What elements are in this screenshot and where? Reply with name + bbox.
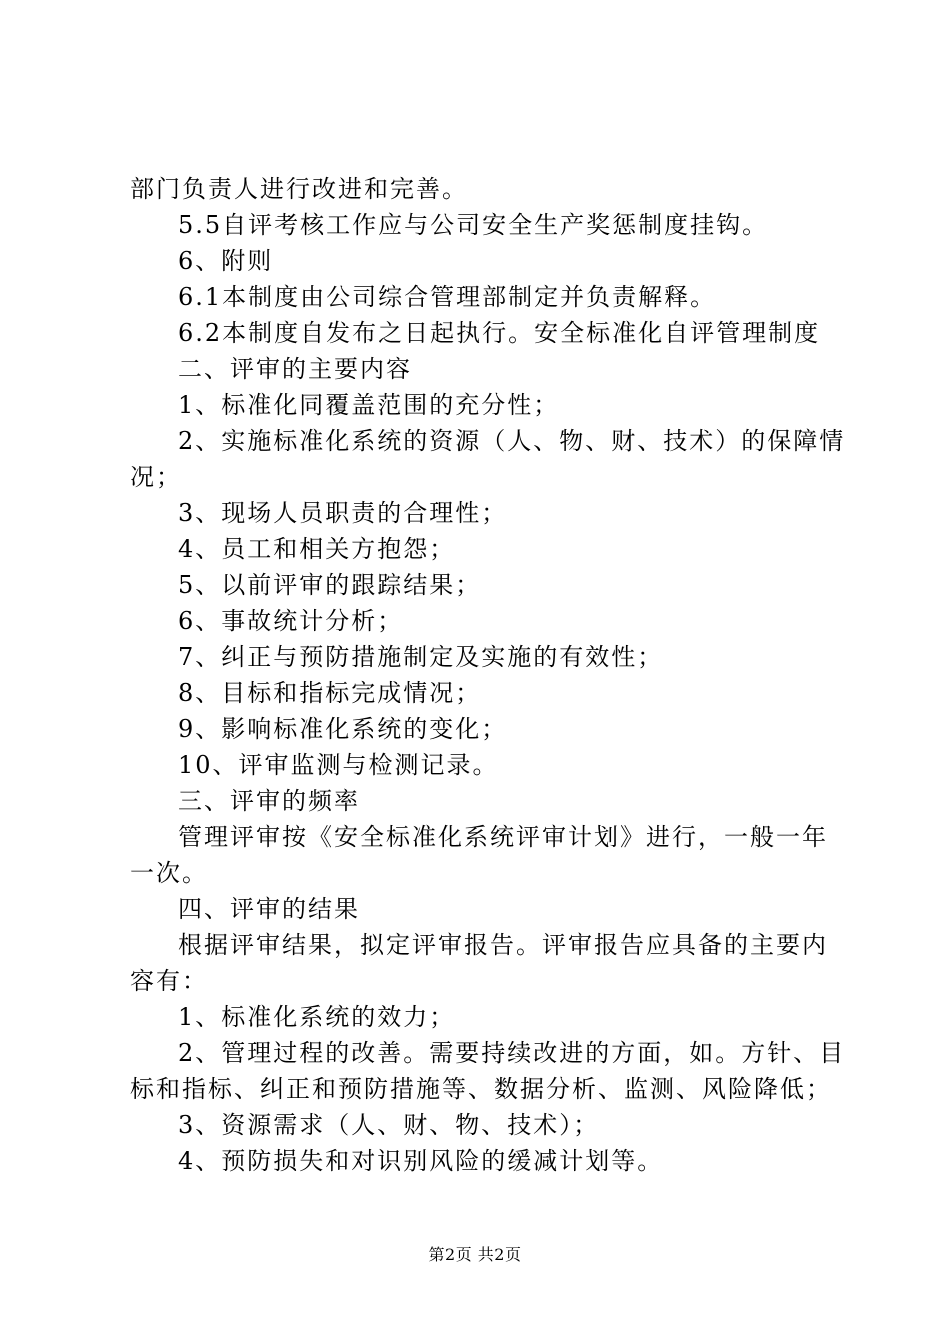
- list-item: 10、评审监测与检测记录。: [178, 751, 499, 779]
- body-line-continuation: 容有：: [130, 967, 208, 995]
- list-item: 8、目标和指标完成情况；: [178, 679, 482, 707]
- list-item: 3、资源需求（人、财、物、技术）；: [178, 1111, 600, 1139]
- list-item: 1、标准化同覆盖范围的充分性；: [178, 391, 560, 419]
- list-item: 6、事故统计分析；: [178, 607, 404, 635]
- body-line: 5.5自评考核工作应与公司安全生产奖惩制度挂钩。: [178, 211, 769, 239]
- document-body: [130, 171, 846, 1179]
- list-item-continuation: 标和指标、纠正和预防措施等、数据分析、监测、风险降低；: [130, 1075, 832, 1103]
- section-heading: 二、评审的主要内容: [178, 355, 412, 383]
- list-item: 9、影响标准化系统的变化；: [178, 715, 508, 743]
- section-heading: 6、附则: [178, 247, 274, 275]
- body-line: 管理评审按《安全标准化系统评审计划》进行，一般一年: [178, 823, 828, 851]
- list-item: 7、纠正与预防措施制定及实施的有效性；: [178, 643, 664, 671]
- body-line: 6.2本制度自发布之日起执行。安全标准化自评管理制度: [178, 319, 821, 347]
- list-item: 2、管理过程的改善。需要持续改进的方面，如。方针、目: [178, 1039, 846, 1067]
- page-number-footer: 第2页 共2页: [428, 1245, 522, 1264]
- body-line-continuation: 一次。: [130, 859, 208, 887]
- list-item: 4、预防损失和对识别风险的缓减计划等。: [178, 1147, 664, 1175]
- body-line: 部门负责人进行改进和完善。: [130, 175, 468, 203]
- section-heading: 四、评审的结果: [178, 895, 360, 923]
- list-item: 1、标准化系统的效力；: [178, 1003, 456, 1031]
- list-item: 5、以前评审的跟踪结果；: [178, 571, 482, 599]
- list-item: 4、员工和相关方抱怨；: [178, 535, 456, 563]
- body-line: 6.1本制度由公司综合管理部制定并负责解释。: [178, 283, 717, 311]
- body-line: 根据评审结果，拟定评审报告。评审报告应具备的主要内: [178, 931, 828, 959]
- list-item-continuation: 况；: [130, 463, 182, 491]
- list-item: 2、实施标准化系统的资源（人、物、财、技术）的保障情: [178, 427, 846, 455]
- section-heading: 三、评审的频率: [178, 787, 360, 815]
- list-item: 3、现场人员职责的合理性；: [178, 499, 508, 527]
